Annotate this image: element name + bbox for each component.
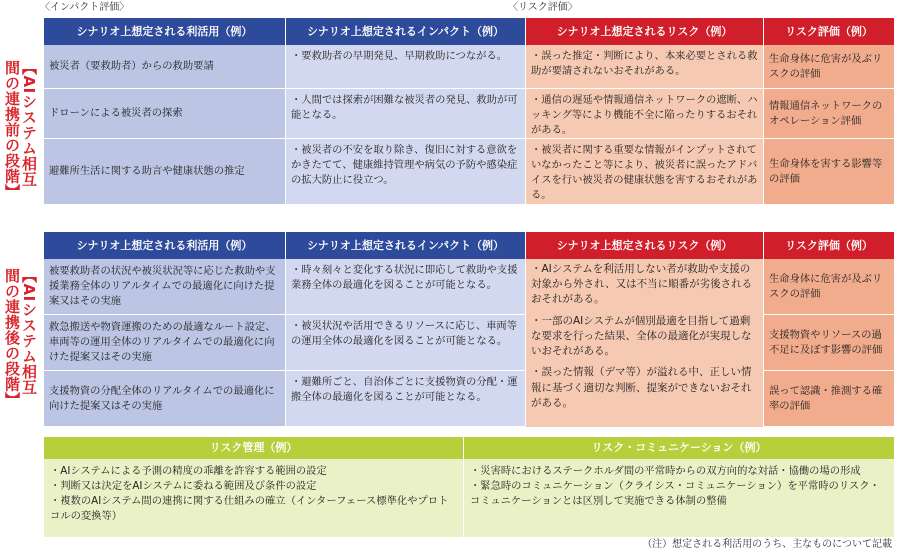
table-cell-risk-eval: 誤って認識・推測する確率の評価 xyxy=(764,371,895,427)
table-cell-risk: ・通信の遅延や情報通信ネットワークの遮断、ハッキング等により機能不全に陥ったりするおそれがある。 xyxy=(526,89,764,139)
table-cell-use: 被要救助者の状況や被災状況等に応じた救助や支援業務全体のリアルタイムでの最適化に向けた提案又はその実施 xyxy=(44,259,286,315)
side-label-before xyxy=(0,60,40,220)
table-after xyxy=(44,232,895,427)
list-item: ・緊急時のコミュニケーション（クライシス・コミュニケーション）を平常時のリスク・コミュニケーションとは区別して実施できる体制の整備 xyxy=(470,479,880,507)
risk-management-header: リスク管理（例） xyxy=(44,437,464,459)
table-cell-use: 支援物資の分配全体のリアルタイムでの最適化に向けた提案又はその実施 xyxy=(44,371,286,427)
bottom-section xyxy=(44,437,895,537)
table-cell-use: ドローンによる被災者の探索 xyxy=(44,89,286,139)
table-cell-risk-eval: 情報通信ネットワークのオペレーション評価 xyxy=(764,89,895,139)
table-cell-impact: ・被災者の不安を取り除き、復旧に対する意欲をかきたてて、健康維持管理や病気の予防や感染症の拡大防止に役立つ。 xyxy=(286,139,526,205)
header-use: シナリオ上想定される利活用（例） xyxy=(44,232,286,259)
table-cell-risk-eval: 支援物資やリソースの過不足に及ぼす影響の評価 xyxy=(764,315,895,371)
table-cell-use: 避難所生活に関する助言や健康状態の推定 xyxy=(44,139,286,205)
risk-item: ・AIシステムを利活用しない者が救助や支援の対象から外され、又は不当に順番が劣後されるおそれがある。 xyxy=(531,263,753,306)
table-cell-impact: ・避難所ごと、自治体ごとに支援物資の分配・運搬全体の最適化を図ることが可能となる。 xyxy=(286,371,526,427)
table-cell-impact: ・被災状況や活用できるリソースに応じ、車両等の運用全体の最適化を図ることが可能となる。 xyxy=(286,315,526,371)
list-item: ・災害時におけるステークホルダ間の平常時からの双方向的な対話・協働の場の形成 xyxy=(470,465,861,477)
header-impact: シナリオ上想定されるインパクト（例） xyxy=(286,232,526,259)
risk-evaluation-label: 〈リスク評価〉 xyxy=(508,2,578,13)
risk-list-after xyxy=(526,259,764,427)
side-label-after-line-1: 【AIシステム相互 xyxy=(20,268,38,395)
table-cell-risk: ・被災者に関する重要な情報がインプットされていなかったこと等により、被災者に誤ったアドバイスを行い被災者の健康状態を害するおそれがある。 xyxy=(526,139,764,205)
table-cell-use: 被災者（要救助者）からの救助要請 xyxy=(44,45,286,89)
header-risk: シナリオ上想定されるリスク（例） xyxy=(526,232,764,259)
table-cell-risk-eval: 生命身体に危害が及ぶリスクの評価 xyxy=(764,45,895,89)
risk-item: ・誤った情報（デマ等）が溢れる中、正しい情報に基づく適切な判断、提案ができないおそれがある。 xyxy=(531,366,752,409)
table-cell-risk-eval: 生命身体を害する影響等の評価 xyxy=(764,139,895,205)
header-risk-eval: リスク評価（例） xyxy=(764,18,895,45)
list-item: ・判断又は決定をAIシステムに委ねる範囲及び条件の設定 xyxy=(50,479,317,492)
risk-communication-list xyxy=(464,459,895,537)
risk-item: ・一部のAIシステムが個別最適を目指して過剰な要求を行った結果、全体の最適化が実現しないおそれがある。 xyxy=(531,314,752,358)
risk-communication-header: リスク・コミュニケーション（例） xyxy=(464,437,895,459)
side-label-after-line-2: 間の連携後の段階】 xyxy=(3,268,21,408)
list-item: ・AIシステムによる予測の精度の乖離を許容する範囲の設定 xyxy=(50,465,327,477)
table-cell-risk: ・誤った推定・判断により、本来必要とされる救助が要請されないおそれがある。 xyxy=(526,45,764,89)
table-cell-impact: ・時々刻々と変化する状況に即応して救助や支援業務全体の最適化を図ることが可能となる。 xyxy=(286,259,526,315)
table-cell-risk-eval: 生命身体に危害が及ぶリスクの評価 xyxy=(764,259,895,315)
side-label-before-line-2: 間の連携前の段階】 xyxy=(3,60,21,200)
table-cell-impact: ・人間では探索が困難な被災者の発見、救助が可能となる。 xyxy=(286,89,526,139)
list-item: ・複数のAIシステム間の連携に関する仕組みの確立（インターフェース標準化やプロトコルの変換等） xyxy=(50,494,449,522)
table-cell-use: 救急搬送や物資運搬のための最適なルート設定、車両等の運用全体のリアルタイムでの最適化に向けた提案又はその実施 xyxy=(44,315,286,371)
footnote: （注）想定される利活用のうち、主なものについて記載 xyxy=(642,539,892,550)
header-risk-eval: リスク評価（例） xyxy=(764,232,895,259)
side-label-before-line-1: 【AIシステム相互 xyxy=(20,60,38,187)
header-risk: シナリオ上想定されるリスク（例） xyxy=(526,18,764,45)
header-impact: シナリオ上想定されるインパクト（例） xyxy=(286,18,526,45)
impact-evaluation-label: 〈インパクト評価〉 xyxy=(40,2,130,13)
table-cell-impact: ・要救助者の早期発見、早期救助につながる。 xyxy=(286,45,526,89)
risk-management-list xyxy=(44,459,464,537)
table-before xyxy=(44,18,895,205)
header-use: シナリオ上想定される利活用（例） xyxy=(44,18,286,45)
side-label-after xyxy=(0,268,40,423)
